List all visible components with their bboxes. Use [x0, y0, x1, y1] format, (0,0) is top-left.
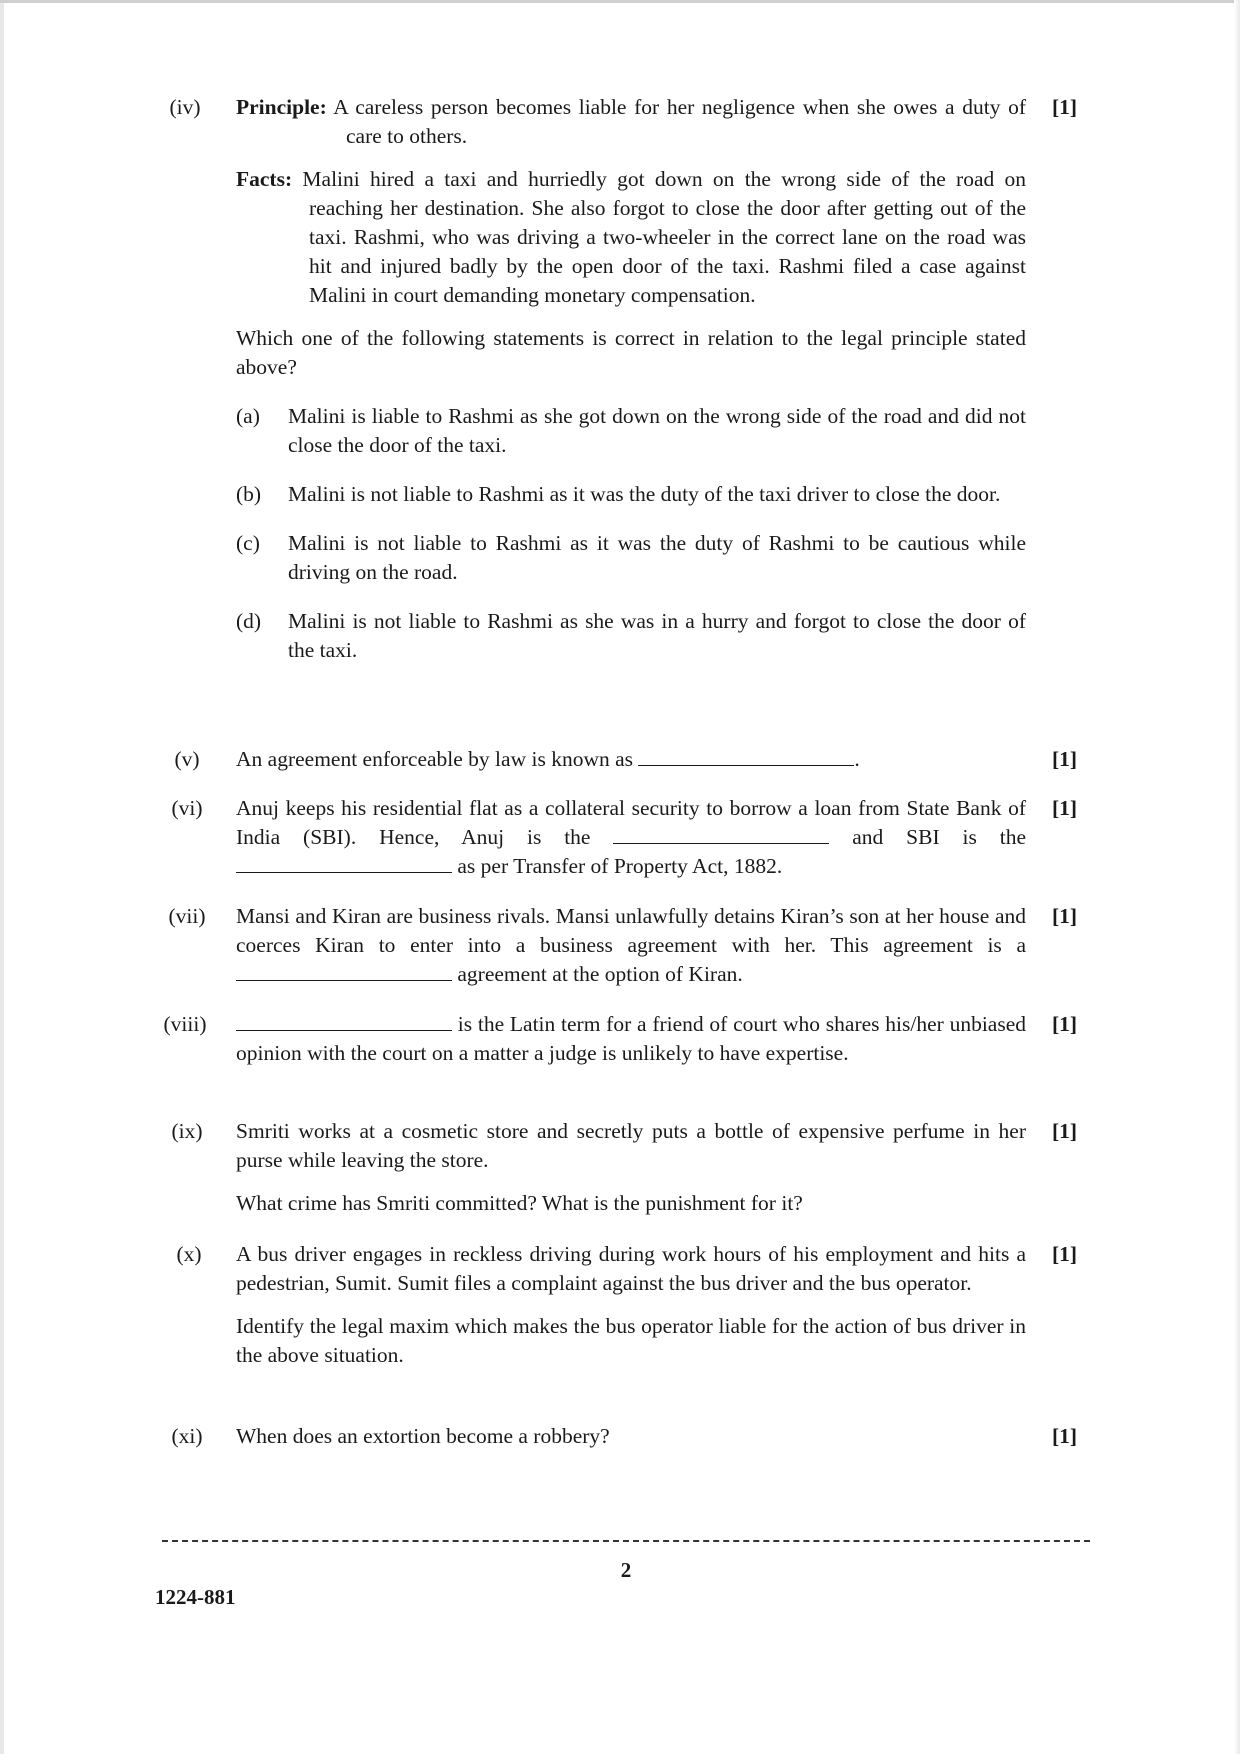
question-mark: [1] — [1052, 1242, 1078, 1266]
question-body — [236, 1010, 1026, 1068]
question-ask: Identify the legal maxim which makes the bus operator liable for the action of bus driver in the above situation. — [236, 1314, 1026, 1367]
text-before-blank: An agreement enforceable by law is known as — [236, 747, 634, 771]
question-mark: [1] — [1052, 1424, 1078, 1448]
scan-edge-left — [0, 0, 4, 1754]
text-part-1: Mansi and Kiran are business rivals. Mansi unlawfully detains Kiran’s son at her house and coerces Kiran to enter into a business agreement with her. This agreement is a — [236, 904, 1026, 957]
option-d — [236, 607, 1026, 665]
question-body — [236, 902, 1026, 989]
scan-edge-right — [1234, 0, 1240, 1754]
question-text — [236, 745, 1026, 774]
question-number: (vii) — [168, 904, 206, 928]
page-number: 2 — [620, 1558, 632, 1582]
option-letter: (b) — [236, 482, 262, 506]
question-body — [236, 1422, 1026, 1451]
question-text: A bus driver engages in reckless driving during work hours of his employment and hits a pedestrian, Sumit. Sumit files a complaint against the bus driver and the bus operator. — [236, 1242, 1026, 1295]
principle-text: A careless person becomes liable for her negligence when she owes a duty of care to others. — [333, 95, 1026, 148]
text-part-1: Anuj keeps his residential flat as a collateral security to borrow a loan from State Bank of India (SBI). Hence, Anuj is the — [236, 796, 1026, 849]
option-a — [236, 402, 1026, 460]
principle — [236, 93, 1026, 151]
question-mark: [1] — [1052, 747, 1078, 771]
question-mark: [1] — [1052, 95, 1078, 119]
text-after-blank: is the Latin term for a friend of court who shares his/her unbiased opinion with the court on a matter a judge is unlikely to have expertise. — [236, 1012, 1027, 1065]
question-mark: [1] — [1052, 904, 1078, 928]
text-part-2: agreement at the option of Kiran. — [457, 962, 743, 986]
question-body — [236, 1240, 1026, 1370]
question-number: (xi) — [171, 1424, 203, 1448]
question-ask: What crime has Smriti committed? What is the punishment for it? — [236, 1191, 803, 1215]
option-letter: (d) — [236, 609, 262, 633]
question-body — [236, 93, 1026, 665]
option-b — [236, 480, 1026, 509]
text-part-2: and SBI is the — [852, 825, 1027, 849]
footer-divider — [162, 1540, 1090, 1542]
question-number: (vi) — [171, 796, 203, 820]
facts — [236, 165, 1026, 310]
question-stem: Which one of the following statements is correct in relation to the legal principle stated above? — [236, 326, 1026, 379]
option-text: Malini is not liable to Rashmi as it was the duty of Rashmi to be cautious while driving on the road. — [288, 531, 1026, 584]
question-body — [236, 794, 1026, 881]
question-text: Smriti works at a cosmetic store and secretly puts a bottle of expensive perfume in her purse while leaving the store. — [236, 1119, 1026, 1172]
question-number: (viii) — [163, 1012, 207, 1036]
option-letter: (a) — [236, 404, 260, 428]
answer-blank — [236, 1010, 452, 1031]
question-mark: [1] — [1052, 796, 1078, 820]
option-text: Malini is not liable to Rashmi as it was the duty of the taxi driver to close the door. — [288, 482, 1001, 506]
answer-blank-1 — [613, 823, 829, 844]
text-after-blank: . — [854, 747, 860, 771]
question-number: (ix) — [171, 1119, 203, 1143]
question-mark: [1] — [1052, 1012, 1078, 1036]
question-number: (iv) — [169, 95, 201, 119]
question-text: When does an extortion become a robbery? — [236, 1424, 610, 1448]
option-letter: (c) — [236, 531, 260, 555]
facts-label: Facts: — [236, 167, 293, 191]
principle-label: Principle: — [236, 95, 327, 119]
question-text — [236, 902, 1026, 989]
scan-edge-top — [0, 0, 1240, 3]
question-body — [236, 1117, 1026, 1218]
answer-blank — [638, 745, 854, 766]
paper-code: 1224-881 — [155, 1585, 236, 1609]
question-number: (x) — [176, 1242, 202, 1266]
question-number: (v) — [174, 747, 200, 771]
answer-blank — [236, 960, 452, 981]
option-c — [236, 529, 1026, 587]
option-text: Malini is not liable to Rashmi as she was in a hurry and forgot to close the door of the taxi. — [288, 609, 1026, 662]
question-text — [236, 794, 1026, 881]
answer-blank-2 — [236, 852, 452, 873]
option-text: Malini is liable to Rashmi as she got down on the wrong side of the road and did not close the door of the taxi. — [288, 404, 1026, 457]
question-text — [236, 1010, 1026, 1068]
text-part-3: as per Transfer of Property Act, 1882. — [457, 854, 783, 878]
facts-text: Malini hired a taxi and hurriedly got down on the wrong side of the road on reaching her destination. She also forgot to close the door after getting out of the taxi. Rashmi, who was driving a two-wheeler in the correct lane on the road was hit and injured badly by the open door of the taxi. Rashmi filed a case against Malini in court demanding monetary compensation. — [302, 167, 1027, 307]
question-mark: [1] — [1052, 1119, 1078, 1143]
question-body — [236, 745, 1026, 774]
